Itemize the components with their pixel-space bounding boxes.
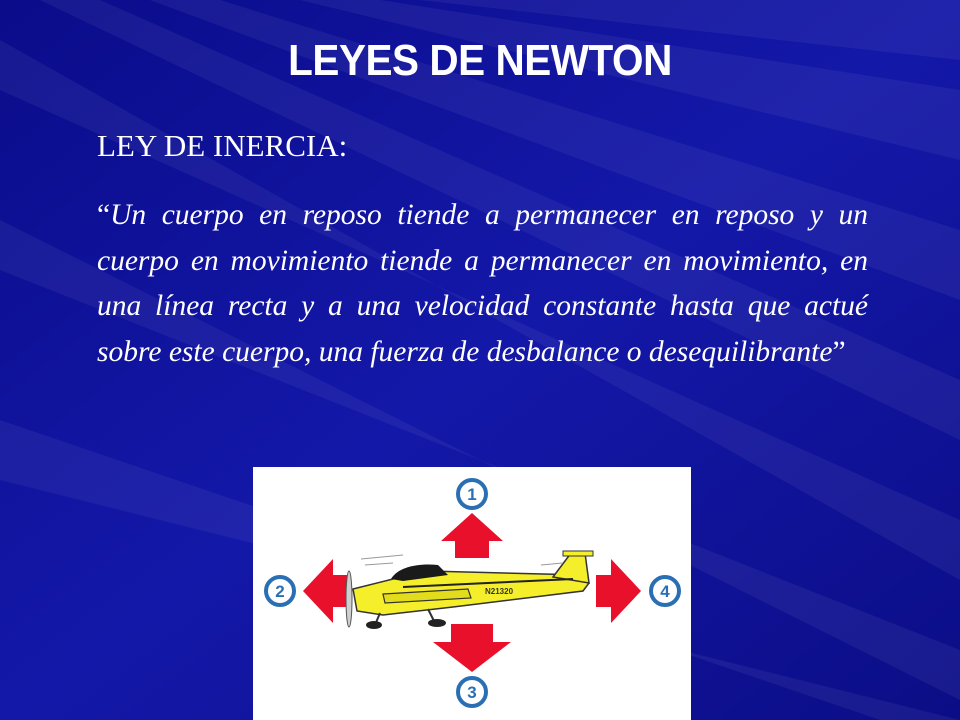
arrow-up-icon (441, 513, 503, 558)
badge-1-label: 1 (467, 485, 477, 504)
law-definition (97, 193, 868, 375)
airplane-icon (346, 551, 593, 629)
close-quote: ” (832, 335, 846, 368)
slide-title: LEYES DE NEWTON (288, 36, 672, 85)
badge-3 (458, 678, 486, 706)
arrow-down-icon (433, 624, 511, 672)
badge-2-label: 2 (275, 582, 285, 601)
badge-4 (651, 577, 679, 605)
law-quote-text: Un cuerpo en reposo tiende a permanecer en reposo y un cuerpo en movimiento tiende a permanecer en movimiento, en una línea recta y a una velocidad constante hasta que actué sobre este cuerpo, una fuerza de desbalance o desequilibrante (97, 199, 868, 368)
arrow-right-icon (596, 559, 641, 623)
arrow-left-icon (303, 559, 351, 623)
forces-diagram-svg (253, 467, 691, 720)
badge-3-label: 3 (467, 683, 477, 702)
forces-diagram (253, 467, 691, 720)
plane-registration: N21320 (485, 587, 514, 596)
open-quote: “ (97, 199, 111, 231)
badge-2 (266, 577, 294, 605)
slide-subtitle: LEY DE INERCIA: (97, 128, 348, 163)
badge-4-label: 4 (660, 582, 670, 601)
badge-1 (458, 480, 486, 508)
